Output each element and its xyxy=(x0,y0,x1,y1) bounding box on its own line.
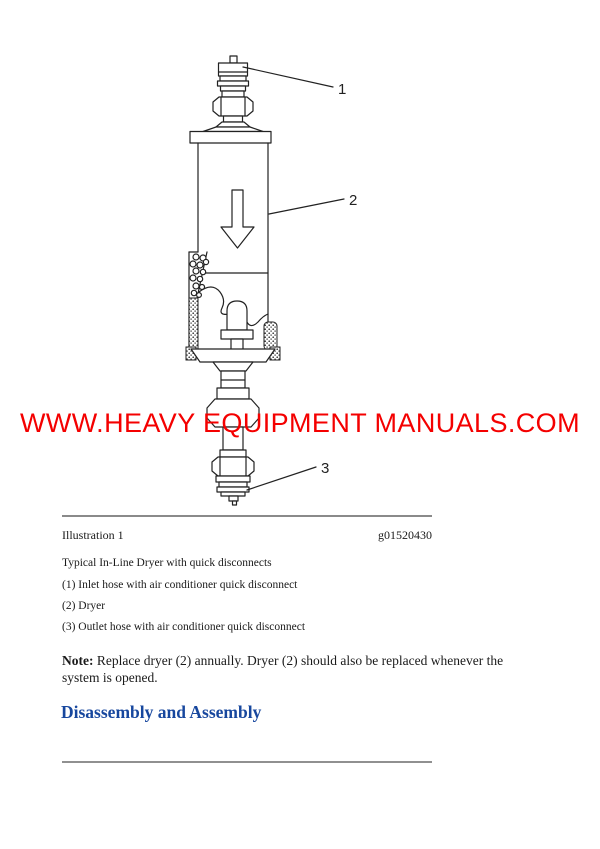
figure-caption-row xyxy=(62,528,432,543)
figure-title: Typical In-Line Dryer with quick disconnects xyxy=(62,557,272,569)
callout-line-2 xyxy=(269,199,344,214)
callout-line-1 xyxy=(243,67,333,87)
note-paragraph xyxy=(62,652,514,686)
dryer-body xyxy=(186,132,280,372)
note-text: Replace dryer (2) annually. Dryer (2) should also be replaced whenever the system is opened. xyxy=(62,653,504,685)
callout-line-3 xyxy=(247,467,316,490)
bottom-cap xyxy=(186,347,280,371)
watermark: WWW.HEAVY EQUIPMENT MANUALS.COM xyxy=(20,408,580,438)
legend-item-1: (1) Inlet hose with air conditioner quick disconnect xyxy=(62,579,298,591)
figure-id: g01520430 xyxy=(378,528,432,542)
inner-tube xyxy=(221,301,253,350)
figure-divider xyxy=(62,515,432,517)
callout-label-1: 1 xyxy=(338,81,347,98)
note-label: Note: xyxy=(62,653,94,668)
inlet-quick-disconnect xyxy=(203,56,263,132)
sectioned-wall-left xyxy=(189,298,198,355)
callout-label-2: 2 xyxy=(349,192,358,209)
callout-label-3: 3 xyxy=(321,460,330,477)
section-divider xyxy=(62,761,432,763)
illustration-label: Illustration 1 xyxy=(62,528,124,542)
legend-item-2: (2) Dryer xyxy=(62,600,106,612)
section-heading: Disassembly and Assembly xyxy=(61,702,262,722)
legend-item-3: (3) Outlet hose with air conditioner quick disconnect xyxy=(62,621,306,633)
sectioned-wall-right xyxy=(264,322,277,350)
flow-arrow xyxy=(221,190,254,248)
